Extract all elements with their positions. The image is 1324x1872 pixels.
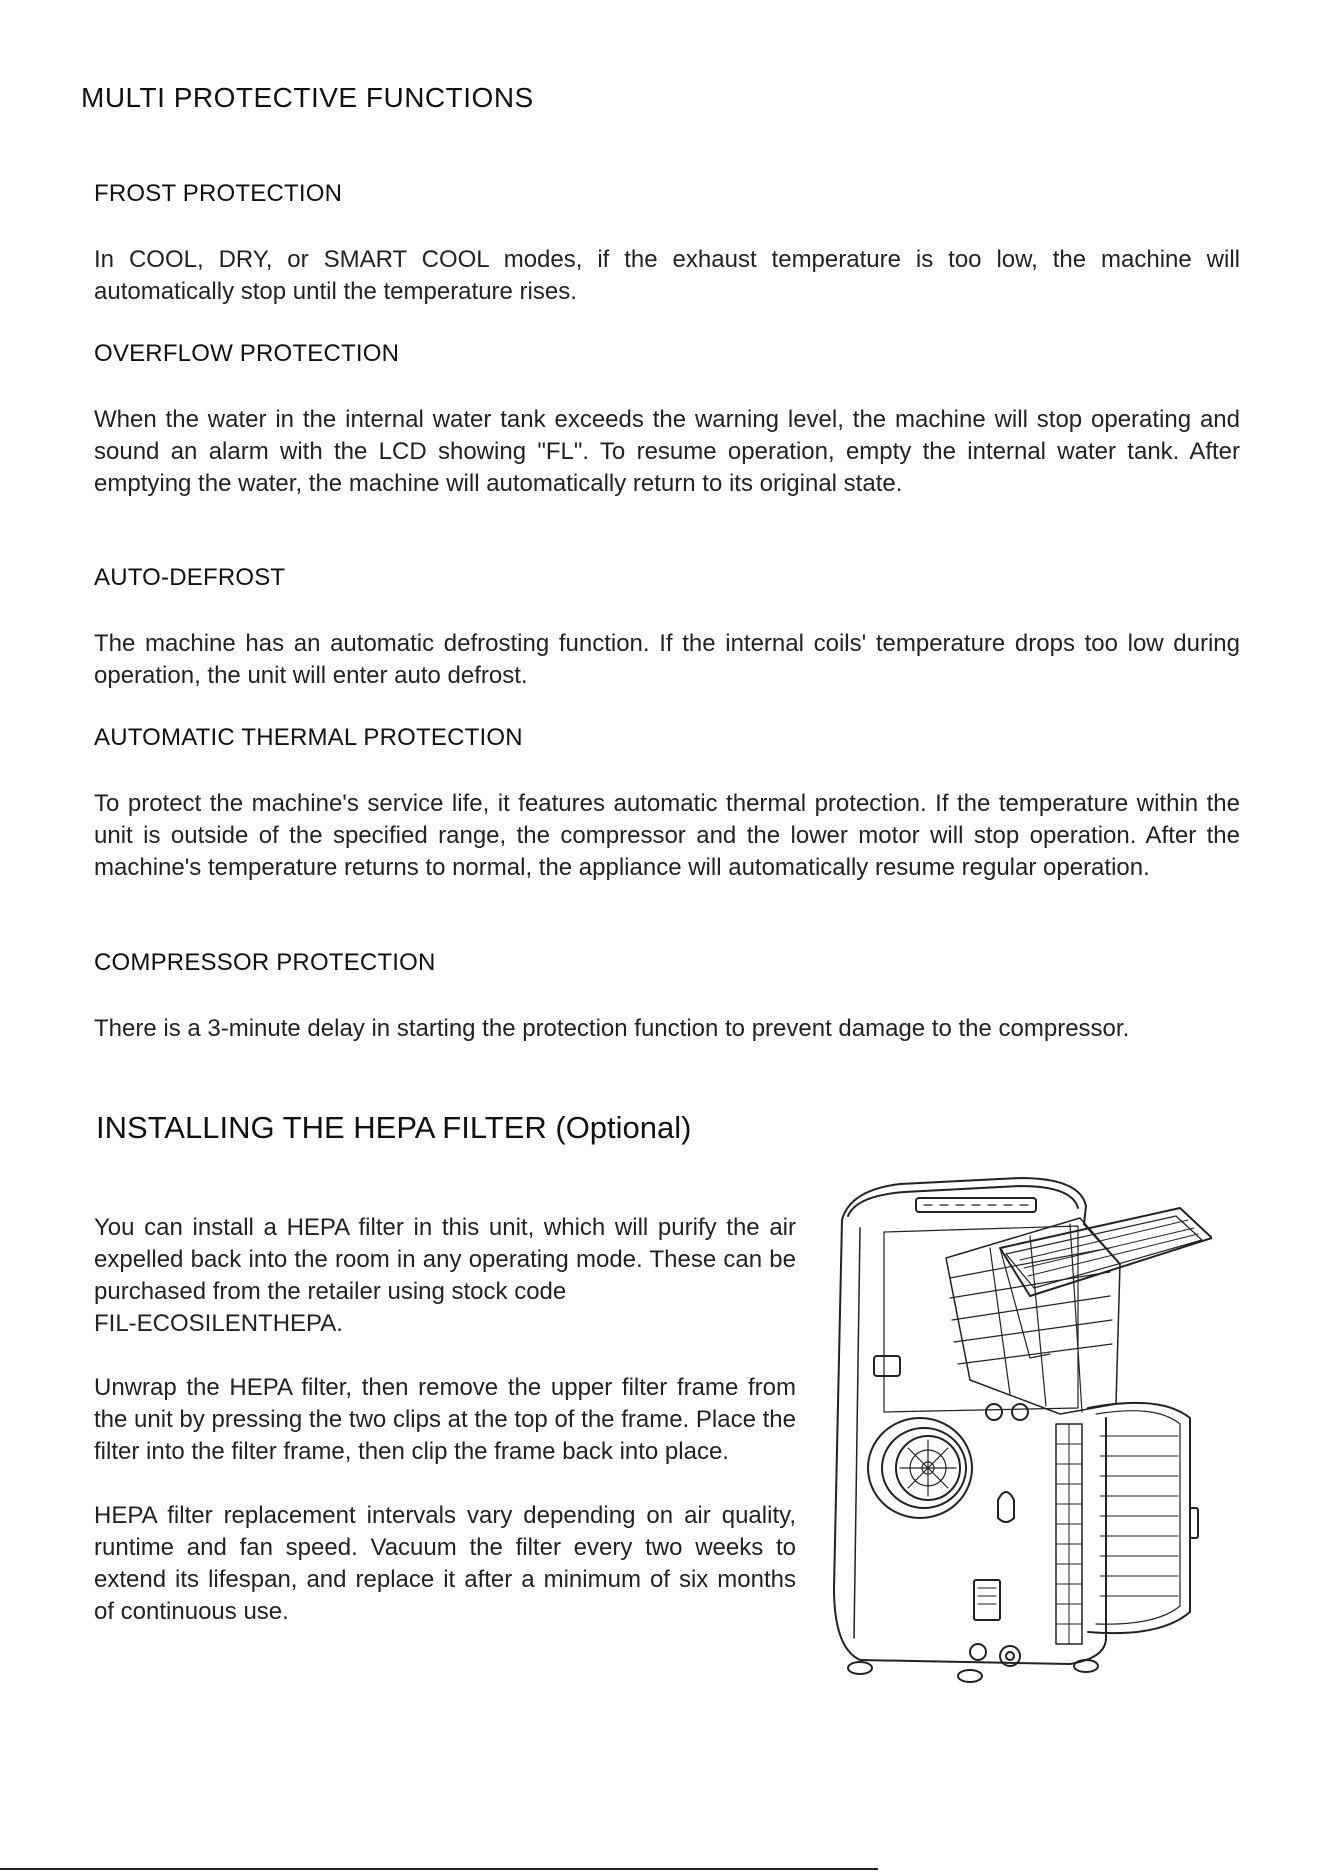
section-body: There is a 3-minute delay in starting the protection function to prevent damage to the compressor. — [94, 1015, 1130, 1042]
hepa-install-paragraph: Unwrap the HEPA filter, then remove the upper filter frame from the unit by pressing the two clips at the top of the frame. Place the filter into the filter frame, then clip the frame back into place. — [94, 1374, 796, 1465]
bottom-rule — [0, 1868, 878, 1870]
section-overflow-protection — [94, 340, 1240, 500]
section-body: The machine has an automatic defrosting function. If the internal coils' temperature drops too low during operation, the unit will enter auto defrost. — [94, 630, 1240, 689]
section-body: When the water in the internal water tank exceeds the warning level, the machine will stop operating and sound an alarm with the LCD showing "FL". To resume operation, empty the internal water tank. After emptying the water, the machine will automatically return to its original state. — [94, 406, 1240, 497]
section-body: In COOL, DRY, or SMART COOL modes, if the exhaust temperature is too low, the machine will automatically stop until the temperature rises. — [94, 246, 1240, 305]
section-heading: AUTO-DEFROST — [94, 564, 286, 591]
hepa-instructions — [94, 1212, 796, 1660]
section-thermal-protection — [94, 724, 1240, 884]
section-auto-defrost — [94, 564, 1240, 692]
hepa-intro-paragraph — [94, 1212, 796, 1340]
section-heading: OVERFLOW PROTECTION — [94, 340, 400, 367]
section-heading: COMPRESSOR PROTECTION — [94, 949, 436, 976]
hepa-replacement-paragraph: HEPA filter replacement intervals vary depending on air quality, runtime and fan speed. Vacuum the filter every two weeks to extend its lifespan, and replace it after a minimum of six months of continuous use. — [94, 1502, 796, 1625]
section-body: To protect the machine's service life, it features automatic thermal protection. If the temperature within the unit is outside of the specified range, the compressor and the lower motor will stop operation. After the machine's temperature returns to normal, the appliance will automatically resume regular operation. — [94, 790, 1240, 881]
hepa-section-title: INSTALLING THE HEPA FILTER (Optional) — [96, 1110, 692, 1145]
air-conditioner-illustration — [820, 1168, 1212, 1686]
section-frost-protection — [94, 180, 1240, 308]
section-heading: AUTOMATIC THERMAL PROTECTION — [94, 724, 523, 751]
stock-code: FIL-ECOSILENTHEPA. — [94, 1310, 343, 1337]
section-compressor-protection — [94, 949, 1240, 1045]
section-heading: FROST PROTECTION — [94, 180, 343, 207]
hepa-intro-text: You can install a HEPA filter in this unit, which will purify the air expelled back into the room in any operating mode. These can be purchased from the retailer using stock code — [94, 1214, 796, 1305]
page-title: MULTI PROTECTIVE FUNCTIONS — [81, 82, 534, 113]
